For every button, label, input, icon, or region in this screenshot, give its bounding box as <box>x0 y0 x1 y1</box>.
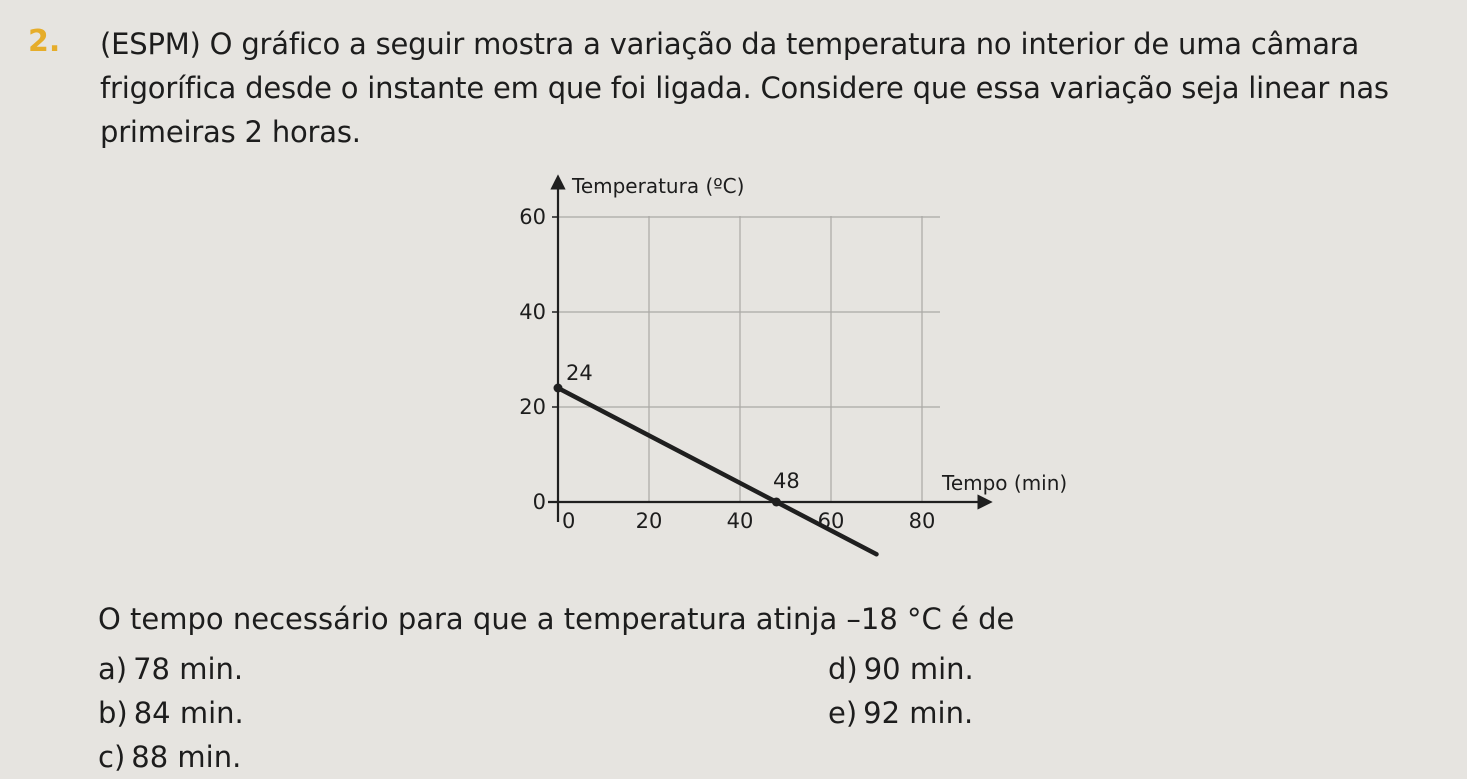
x-tick-label: 40 <box>726 509 754 533</box>
stem-line-3: primeiras 2 horas. <box>100 115 361 149</box>
x-tick-label: 60 <box>817 509 845 533</box>
stem-line-2: frigorífica desde o instante em que foi ligada. Considere que essa variação seja linear nas <box>100 71 1389 105</box>
option-b[interactable] <box>98 696 244 730</box>
data-label: 48 <box>773 469 800 493</box>
y-axis-title: Temperatura (ºC) <box>572 174 745 198</box>
data-label: 24 <box>566 361 593 385</box>
question-number: 2. <box>28 24 61 59</box>
x-tick-label: 0 <box>562 509 576 533</box>
x-tick-label: 80 <box>908 509 936 533</box>
option-letter: c) <box>98 740 126 774</box>
question-prompt: O tempo necessário para que a temperatura atinja –18 °C é de <box>98 602 1015 636</box>
option-text: 84 min. <box>133 696 244 730</box>
grid <box>558 216 940 502</box>
y-tick-label: 0 <box>532 490 546 514</box>
axes <box>548 182 985 522</box>
option-text: 90 min. <box>863 652 974 686</box>
x-tick-label: 20 <box>635 509 663 533</box>
option-letter: b) <box>98 696 128 730</box>
y-tick-label: 20 <box>519 395 546 419</box>
option-d[interactable] <box>828 652 974 686</box>
option-letter: a) <box>98 652 128 686</box>
option-text: 78 min. <box>133 652 244 686</box>
option-text: 88 min. <box>131 740 242 774</box>
option-letter: d) <box>828 652 858 686</box>
y-tick-label: 60 <box>519 205 546 229</box>
option-e[interactable] <box>828 696 973 730</box>
option-text: 92 min. <box>863 696 974 730</box>
data-point <box>554 384 563 393</box>
labels <box>519 174 1067 533</box>
option-letter: e) <box>828 696 858 730</box>
stem-line-1: (ESPM) O gráfico a seguir mostra a variação da temperatura no interior de uma câmara <box>100 27 1360 61</box>
option-a[interactable] <box>98 652 243 686</box>
data-point <box>772 498 781 507</box>
x-axis-title: Tempo (min) <box>942 471 1068 495</box>
option-c[interactable] <box>98 740 241 774</box>
y-tick-label: 40 <box>519 300 546 324</box>
